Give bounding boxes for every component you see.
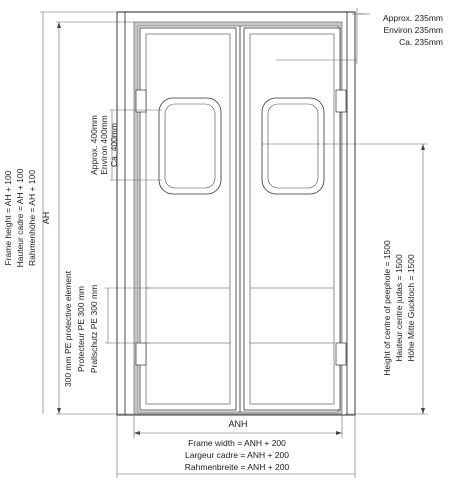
window-height-line-1: Approx. 400mm	[89, 115, 99, 175]
window-height-annotation	[89, 115, 119, 175]
frame-height-annotation	[3, 168, 37, 267]
peephole-line-3: Höhe Mitte Guckloch = 1500	[406, 254, 416, 362]
peephole-line-2: Hauteur centre judas = 1500	[394, 254, 404, 362]
frame-width-line-1: Frame width = ANH + 200	[188, 438, 286, 448]
right-upper-hinge	[336, 90, 346, 112]
left-lower-hinge	[136, 343, 146, 365]
window-height-line-2: Environ 400mm	[99, 115, 109, 175]
right-lower-hinge	[336, 343, 346, 365]
anh-label: ANH	[228, 419, 248, 429]
frame-height-line-1: Frame height = AH + 100	[3, 170, 13, 266]
frame-width-line-2: Largeur cadre = ANH + 200	[185, 450, 289, 460]
frame-width-annotation	[185, 438, 290, 472]
window-width-line-2: Environ 235mm	[383, 25, 443, 35]
window-height-line-3: Ca. 400mm	[109, 123, 119, 167]
window-width-annotation	[383, 13, 443, 47]
frame-height-line-3: Rahmenhöhe = AH + 100	[27, 170, 37, 266]
protector-annotation	[63, 270, 99, 387]
frame-height-line-2: Hauteur cadre = AH + 100	[15, 168, 25, 268]
peephole-line-1: Height of centre of peephole = 1500	[382, 240, 392, 376]
protector-line-3: Prallschutz PE 300 mm	[89, 284, 99, 374]
left-upper-hinge	[136, 90, 146, 112]
protector-line-1: 300 mm PE protective element	[63, 270, 73, 388]
window-width-line-1: Approx. 235mm	[383, 13, 443, 23]
window-width-line-3: Ca. 235mm	[399, 37, 443, 47]
frame-width-line-3: Rahmenbreite = ANH + 200	[184, 462, 290, 472]
left-door-leaf	[136, 28, 236, 410]
protector-line-2: Protecteur PE 300 mm	[76, 286, 86, 372]
ah-label: AH	[41, 211, 51, 225]
right-door-leaf	[244, 28, 346, 410]
peephole-height-annotation	[382, 240, 416, 376]
